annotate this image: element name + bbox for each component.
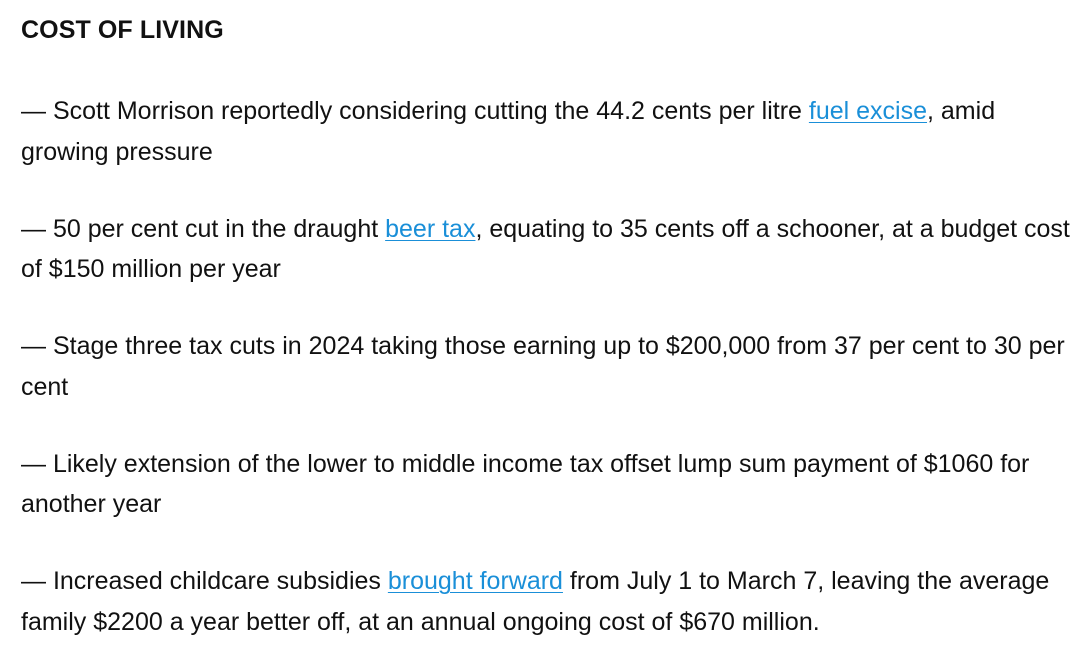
paragraph-fuel-excise bbox=[21, 91, 1076, 172]
paragraph-stage-three-tax-cuts: — Stage three tax cuts in 2024 taking those earning up to $200,000 from 37 per cent to 30 per cent bbox=[21, 332, 1065, 401]
paragraph-beer-tax bbox=[21, 209, 1076, 290]
paragraph-text: , amid growing pressure bbox=[21, 97, 996, 166]
section-heading: COST OF LIVING bbox=[21, 16, 224, 44]
paragraph-tax-offset: — Likely extension of the lower to middle income tax offset lump sum payment of $1060 for another year bbox=[21, 449, 1030, 518]
brought-forward-link[interactable]: brought forward bbox=[387, 567, 563, 595]
paragraph-text: from July 1 to March 7, leaving the average family $2200 a year better off, at an annual ongoing cost of $670 million. bbox=[21, 567, 1050, 636]
paragraph-text: — Increased childcare subsidies bbox=[21, 567, 388, 595]
fuel-excise-link[interactable]: fuel excise bbox=[808, 97, 928, 125]
paragraph-text: — Scott Morrison reportedly considering cutting the 44.2 cents per litre bbox=[21, 97, 809, 125]
beer-tax-link[interactable]: beer tax bbox=[385, 214, 476, 243]
paragraph-text: , equating to 35 cents off a schooner, at a budget cost of $150 million per year bbox=[21, 214, 1070, 283]
paragraph-childcare-subsidies bbox=[21, 561, 1076, 642]
paragraph-text: — 50 per cent cut in the draught bbox=[21, 214, 386, 243]
